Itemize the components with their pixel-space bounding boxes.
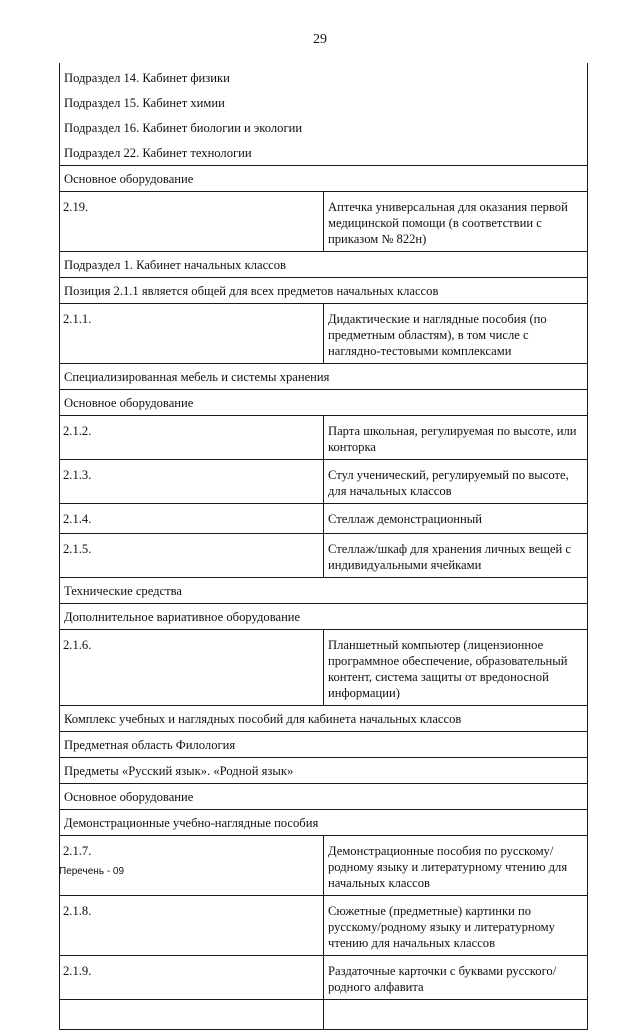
section-heading: Подраздел 15. Кабинет химии [60, 90, 588, 115]
item-code: 2.1.5. [60, 534, 324, 578]
table-row-heading [60, 166, 588, 192]
table-row-heading [60, 758, 588, 784]
section-heading: Подраздел 16. Кабинет биологии и экологии [60, 115, 588, 140]
item-description: Аптечка универсальная для оказания первой медицинской помощи (в соответствии с приказом № 822н) [324, 192, 588, 252]
item-code: 2.1.2. [60, 416, 324, 460]
table-row-heading [60, 140, 588, 166]
item-description: Дидактические и наглядные пособия (по предметным областям), в том числе с наглядно-тестовыми комплексами [324, 304, 588, 364]
section-heading: Подраздел 14. Кабинет физики [60, 63, 588, 90]
item-code: 2.19. [60, 192, 324, 252]
section-heading: Подраздел 1. Кабинет начальных классов [60, 252, 588, 278]
section-heading: Позиция 2.1.1 является общей для всех предметов начальных классов [60, 278, 588, 304]
section-heading: Основное оборудование [60, 166, 588, 192]
section-heading: Предметы «Русский язык». «Родной язык» [60, 758, 588, 784]
table-row-heading [60, 364, 588, 390]
equipment-table [59, 63, 588, 1030]
section-heading: Основное оборудование [60, 784, 588, 810]
table-row-item [60, 416, 588, 460]
page-number: 29 [313, 32, 327, 47]
table-row-heading [60, 278, 588, 304]
item-description: Планшетный компьютер (лицензионное программное обеспечение, образовательный контент, система защиты от вредоносной информации) [324, 630, 588, 706]
item-code: 2.1.6. [60, 630, 324, 706]
section-heading: Технические средства [60, 578, 588, 604]
document-footer: Перечень - 09 [59, 866, 125, 877]
table-row-heading [60, 63, 588, 90]
table-row-item [60, 504, 588, 534]
item-description: Стул ученический, регулируемый по высоте, для начальных классов [324, 460, 588, 504]
table-row-heading [60, 252, 588, 278]
item-code: 2.1.1. [60, 304, 324, 364]
table-row-heading [60, 390, 588, 416]
section-heading: Дополнительное вариативное оборудование [60, 604, 588, 630]
table-row-heading [60, 90, 588, 115]
section-heading: Демонстрационные учебно-наглядные пособия [60, 810, 588, 836]
table-row-item [60, 534, 588, 578]
item-description [324, 1000, 588, 1030]
section-heading: Подраздел 22. Кабинет технологии [60, 140, 588, 166]
table-row-item [60, 304, 588, 364]
item-description: Стеллаж демонстрационный [324, 504, 588, 534]
item-code: 2.1.7. [60, 836, 324, 896]
item-code [60, 1000, 324, 1030]
table-row-heading [60, 810, 588, 836]
item-description: Парта школьная, регулируемая по высоте, или конторка [324, 416, 588, 460]
table-row-heading [60, 706, 588, 732]
table-row-heading [60, 115, 588, 140]
table-row-heading [60, 578, 588, 604]
table-row-heading [60, 604, 588, 630]
section-heading: Специализированная мебель и системы хранения [60, 364, 588, 390]
item-code: 2.1.9. [60, 956, 324, 1000]
table-row-item [60, 192, 588, 252]
item-code: 2.1.8. [60, 896, 324, 956]
section-heading: Предметная область Филология [60, 732, 588, 758]
table-row-item [60, 956, 588, 1000]
table-row-heading [60, 784, 588, 810]
item-description: Раздаточные карточки с буквами русского/родного алфавита [324, 956, 588, 1000]
table-row-item [60, 630, 588, 706]
section-heading: Основное оборудование [60, 390, 588, 416]
item-description: Сюжетные (предметные) картинки по русскому/родному языку и литературному чтению для начальных классов [324, 896, 588, 956]
section-heading: Комплекс учебных и наглядных пособий для кабинета начальных классов [60, 706, 588, 732]
item-description: Стеллаж/шкаф для хранения личных вещей с индивидуальными ячейками [324, 534, 588, 578]
table-row-item [60, 460, 588, 504]
item-description: Демонстрационные пособия по русскому/родному языку и литературному чтению для начальных классов [324, 836, 588, 896]
table-row-item [60, 1000, 588, 1030]
item-code: 2.1.3. [60, 460, 324, 504]
item-code: 2.1.4. [60, 504, 324, 534]
table-row-item [60, 836, 588, 896]
table-row-heading [60, 732, 588, 758]
